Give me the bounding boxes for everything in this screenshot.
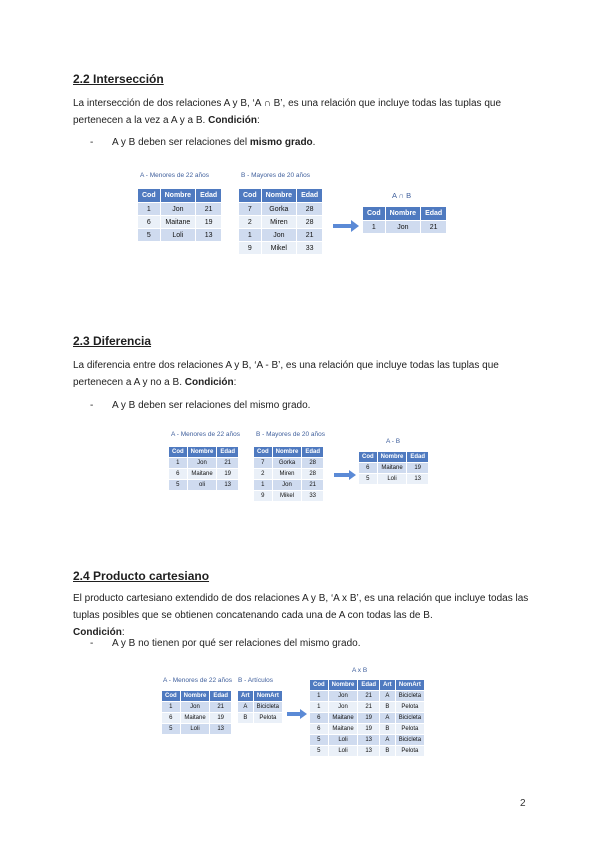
caption-a: A - Menores de 22 años xyxy=(163,677,233,684)
table-cell: Loli xyxy=(160,229,195,242)
section-title-producto: 2.4 Producto cartesiano xyxy=(73,569,210,583)
table-cell: 1 xyxy=(169,458,188,469)
table-cell: Jon xyxy=(261,229,296,242)
table-row xyxy=(254,458,324,469)
table-cell: Maitane xyxy=(328,724,358,735)
table-row xyxy=(254,469,324,480)
table-cell: 28 xyxy=(302,469,324,480)
table-cell: Mikel xyxy=(261,242,296,255)
bullet-text: A y B deben ser relaciones del xyxy=(112,137,250,148)
column-header: Edad xyxy=(210,691,232,702)
bullet-text: A y B no tienen por qué ser relaciones del mismo grado. xyxy=(112,638,361,649)
table-row xyxy=(310,724,425,735)
column-header: Nombre xyxy=(160,189,195,203)
table-cell: Loli xyxy=(377,474,407,485)
table-cell: oli xyxy=(187,480,217,491)
column-header: Nombre xyxy=(187,447,217,458)
table-cell: 1 xyxy=(138,203,161,216)
table-cell: 5 xyxy=(310,746,329,757)
table-cell: 6 xyxy=(162,713,181,724)
table-cell: 1 xyxy=(254,480,273,491)
condition-label: Condición xyxy=(184,377,234,388)
table-cell: B xyxy=(380,702,396,713)
column-header: Cod xyxy=(169,447,188,458)
column-header: Nombre xyxy=(385,207,420,221)
bullet-end: . xyxy=(312,137,316,148)
column-header: Cod xyxy=(359,452,378,463)
table-cell: Jon xyxy=(160,203,195,216)
table-header-row xyxy=(359,452,429,463)
table-cell: 28 xyxy=(297,216,323,229)
column-header: Art xyxy=(238,691,254,702)
table-row xyxy=(363,221,447,234)
column-header: Nombre xyxy=(377,452,407,463)
column-header: Cod xyxy=(363,207,386,221)
column-header: NomArt xyxy=(395,680,424,691)
table-cell: 1 xyxy=(310,702,329,713)
table-cell: 21 xyxy=(358,702,380,713)
table-cell: 19 xyxy=(210,713,232,724)
table-cell: 28 xyxy=(297,203,323,216)
column-header: Edad xyxy=(421,207,447,221)
condition-label: Condición xyxy=(73,627,122,638)
table-row xyxy=(238,713,283,724)
table-cell: Loli xyxy=(328,735,358,746)
table-cell: Maitane xyxy=(328,713,358,724)
arrow-right-icon xyxy=(333,220,359,232)
table-cell: Pelota xyxy=(395,746,424,757)
table-cell: 19 xyxy=(196,216,222,229)
table-cell: 5 xyxy=(138,229,161,242)
table-cell: 33 xyxy=(297,242,323,255)
page-number: 2 xyxy=(520,798,526,809)
table-cell: 21 xyxy=(217,458,239,469)
table-cell: Bicicleta xyxy=(253,702,282,713)
section-title-diferencia: 2.3 Diferencia xyxy=(73,334,152,348)
table-cell: 6 xyxy=(359,463,378,474)
table-header-row xyxy=(169,447,239,458)
table-row xyxy=(239,229,323,242)
table-row xyxy=(310,735,425,746)
table-cell: 5 xyxy=(162,724,181,735)
table-row xyxy=(310,746,425,757)
table-cell: 21 xyxy=(210,702,232,713)
column-header: NomArt xyxy=(253,691,282,702)
table-cell: Jon xyxy=(385,221,420,234)
column-header: Edad xyxy=(196,189,222,203)
table-row xyxy=(162,702,232,713)
paragraph-text: La diferencia entre dos relaciones A y B, ‘A - B’, es una relación que incluye todas las tuplas que pertenecen a A y no a B. xyxy=(73,360,499,388)
table-cell: Jon xyxy=(187,458,217,469)
table-cell: 1 xyxy=(162,702,181,713)
table-cell: 19 xyxy=(358,724,380,735)
table-cell: A xyxy=(380,735,396,746)
table-row xyxy=(162,724,232,735)
table-cell: 21 xyxy=(358,691,380,702)
table-cell: 19 xyxy=(217,469,239,480)
table-cell: Miren xyxy=(272,469,302,480)
table-row xyxy=(310,702,425,713)
table-row xyxy=(239,242,323,255)
table-cell: A xyxy=(238,702,254,713)
table-cell: 13 xyxy=(358,735,380,746)
bullet-text: A y B deben ser relaciones del mismo grado. xyxy=(112,400,311,411)
table-cell: B xyxy=(238,713,254,724)
table-cell: 6 xyxy=(310,713,329,724)
table-cell: A xyxy=(380,713,396,724)
table-row xyxy=(169,480,239,491)
section-title-interseccion: 2.2 Intersección xyxy=(73,72,164,86)
table-row xyxy=(169,458,239,469)
table-cell: 1 xyxy=(239,229,262,242)
table-cell: 19 xyxy=(358,713,380,724)
paragraph-text: La intersección de dos relaciones A y B, ‘A ∩ B’, es una relación que incluye todas las tuplas que pertenecen a la vez a A y a B. xyxy=(73,98,502,126)
table-b xyxy=(238,188,323,255)
column-header: Cod xyxy=(138,189,161,203)
table-cell: 7 xyxy=(254,458,273,469)
bullet-interseccion: - A y B deben ser relaciones del mismo grado. xyxy=(90,137,316,148)
table-header-row xyxy=(239,189,323,203)
column-header: Cod xyxy=(239,189,262,203)
table-cell: 1 xyxy=(310,691,329,702)
table-cell: Miren xyxy=(261,216,296,229)
table-cell: Pelota xyxy=(253,713,282,724)
table-cell: Jon xyxy=(272,480,302,491)
table-row xyxy=(169,469,239,480)
table-cell: Maitane xyxy=(377,463,407,474)
table-cell: 6 xyxy=(138,216,161,229)
paragraph-text: El producto cartesiano extendido de dos relaciones A y B, ‘A x B’, es una relación que incluye todas las tuplas posibles que se obtienen concatenando cada una de A con todas las de B. xyxy=(73,593,529,621)
table-cell: 19 xyxy=(407,463,429,474)
table-cell: 13 xyxy=(217,480,239,491)
caption-b: B - Mayores de 20 años xyxy=(256,431,326,438)
table-cell: 21 xyxy=(302,480,324,491)
table-cell: 2 xyxy=(239,216,262,229)
table-cell: B xyxy=(380,746,396,757)
table-cell: 13 xyxy=(407,474,429,485)
column-header: Nombre xyxy=(272,447,302,458)
table-cell: B xyxy=(380,724,396,735)
table-cell: Maitane xyxy=(187,469,217,480)
table-cell: 5 xyxy=(359,474,378,485)
table-row xyxy=(310,691,425,702)
table-cell: 21 xyxy=(297,229,323,242)
table-header-row xyxy=(363,207,447,221)
table-header-row xyxy=(162,691,232,702)
column-header: Nombre xyxy=(261,189,296,203)
table-cell: 7 xyxy=(239,203,262,216)
caption-b: B - Artículos xyxy=(238,677,274,684)
table-cell: Gorka xyxy=(261,203,296,216)
table-cell: 33 xyxy=(302,491,324,502)
table-cell: 13 xyxy=(210,724,232,735)
caption-a: A - Menores de 22 años xyxy=(171,431,241,438)
column-header: Edad xyxy=(297,189,323,203)
table-cell: Pelota xyxy=(395,702,424,713)
table-cell: Loli xyxy=(180,724,210,735)
table-a xyxy=(161,690,232,735)
table-cell: 9 xyxy=(254,491,273,502)
column-header: Nombre xyxy=(180,691,210,702)
caption-result: A - B xyxy=(386,438,401,445)
column-header: Edad xyxy=(407,452,429,463)
table-cell: Bicicleta xyxy=(395,713,424,724)
table-row xyxy=(310,713,425,724)
column-header: Cod xyxy=(310,680,329,691)
table-row xyxy=(138,203,222,216)
table-header-row xyxy=(254,447,324,458)
column-header: Edad xyxy=(358,680,380,691)
bullet-bold: mismo grado xyxy=(249,137,313,148)
bullet-diferencia: - A y B deben ser relaciones del mismo grado. xyxy=(90,400,311,411)
table-cell: 21 xyxy=(421,221,447,234)
table-cell: 6 xyxy=(310,724,329,735)
table-row xyxy=(254,480,324,491)
table-result xyxy=(309,679,425,757)
table-cell: Jon xyxy=(180,702,210,713)
table-cell: 28 xyxy=(302,458,324,469)
table-cell: 5 xyxy=(310,735,329,746)
table-cell: 6 xyxy=(169,469,188,480)
table-cell: A xyxy=(380,691,396,702)
condition-label: Condición xyxy=(208,115,257,126)
arrow-right-icon xyxy=(287,709,307,719)
paragraph-producto: El producto cartesiano extendido de dos relaciones A y B, ‘A x B’, es una relación que incluye todas las tuplas posibles que se obtienen concatenando cada una de A con todas las de B. Condición: xyxy=(73,593,529,638)
table-cell: Jon xyxy=(328,702,358,713)
table-result xyxy=(358,451,429,485)
column-header: Edad xyxy=(302,447,324,458)
table-result xyxy=(362,206,447,234)
table-row xyxy=(359,474,429,485)
table-cell: 21 xyxy=(196,203,222,216)
table-cell: Bicicleta xyxy=(395,735,424,746)
arrow-right-icon xyxy=(334,470,356,480)
column-header: Edad xyxy=(217,447,239,458)
table-cell: Bicicleta xyxy=(395,691,424,702)
caption-result: A ∩ B xyxy=(392,191,412,200)
paragraph-interseccion: La intersección de dos relaciones A y B, ‘A ∩ B’, es una relación que incluye todas las tuplas que pertenecen a la vez a A y a B. Condición: xyxy=(73,98,502,126)
table-cell: 2 xyxy=(254,469,273,480)
table-cell: Loli xyxy=(328,746,358,757)
column-header: Art xyxy=(380,680,396,691)
paragraph-diferencia: La diferencia entre dos relaciones A y B, ‘A - B’, es una relación que incluye todas las tuplas que pertenecen a A y no a B. Condición: xyxy=(73,360,499,388)
table-header-row xyxy=(138,189,222,203)
table-cell: Mikel xyxy=(272,491,302,502)
table-cell: Pelota xyxy=(395,724,424,735)
bullet-producto: - A y B no tienen por qué ser relaciones del mismo grado. xyxy=(90,638,361,649)
table-row xyxy=(138,216,222,229)
table-cell: 13 xyxy=(358,746,380,757)
table-row xyxy=(138,229,222,242)
table-header-row xyxy=(238,691,283,702)
table-cell: Gorka xyxy=(272,458,302,469)
caption-b: B - Mayores de 20 años xyxy=(241,172,311,179)
table-row xyxy=(254,491,324,502)
table-cell: Jon xyxy=(328,691,358,702)
table-cell: 9 xyxy=(239,242,262,255)
table-row xyxy=(238,702,283,713)
caption-result: A x B xyxy=(352,667,368,674)
table-a xyxy=(137,188,222,242)
table-cell: 13 xyxy=(196,229,222,242)
column-header: Nombre xyxy=(328,680,358,691)
table-b xyxy=(237,690,283,724)
column-header: Cod xyxy=(254,447,273,458)
table-row xyxy=(239,216,323,229)
table-cell: Maitane xyxy=(160,216,195,229)
table-row xyxy=(239,203,323,216)
table-cell: 1 xyxy=(363,221,386,234)
table-header-row xyxy=(310,680,425,691)
table-row xyxy=(359,463,429,474)
table-row xyxy=(162,713,232,724)
caption-a: A - Menores de 22 años xyxy=(140,172,210,179)
table-cell: 5 xyxy=(169,480,188,491)
column-header: Cod xyxy=(162,691,181,702)
table-cell: Maitane xyxy=(180,713,210,724)
table-a xyxy=(168,446,239,491)
table-b xyxy=(253,446,324,502)
